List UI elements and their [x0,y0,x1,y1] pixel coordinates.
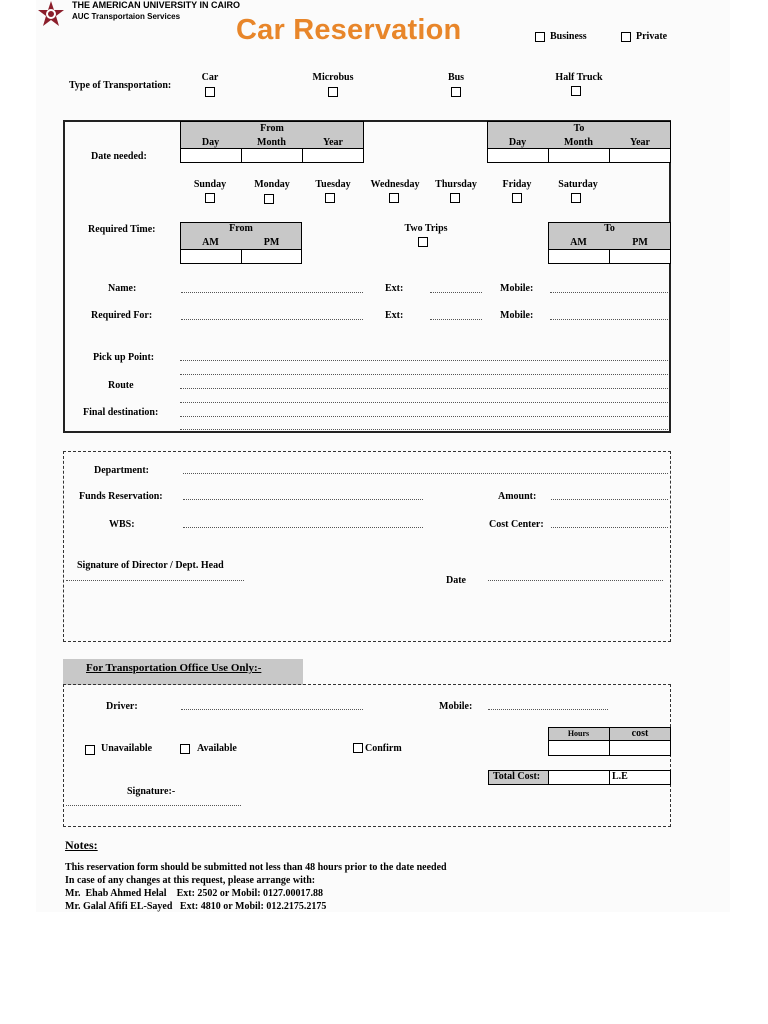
final-destination-label: Final destination: [83,407,159,418]
transport-option-label: Bus [447,72,465,83]
to-day-input[interactable] [487,148,549,163]
weekday-label: Friday [502,179,532,190]
director-signature-field[interactable] [66,580,244,581]
pickup-label: Pick up Point: [93,352,155,363]
from-pm-input[interactable] [241,249,302,264]
from-day-header: Day [201,137,220,148]
driver-mobile-label: Mobile: [439,701,473,712]
monday-checkbox[interactable] [264,194,274,204]
hours-input[interactable] [548,740,610,756]
two-trips-label: Two Trips [404,223,448,234]
required-for-mobile-field[interactable] [550,319,668,320]
department-label: Department: [94,465,149,476]
private-checkbox[interactable] [621,32,631,42]
cost-input[interactable] [609,740,671,756]
transport-option-label: Car [201,72,219,83]
signature-date-label: Date [446,575,466,586]
request-details-box [63,120,671,433]
transport-car-checkbox[interactable] [205,87,215,97]
office-signature-label: Signature:- [127,786,176,797]
route-field[interactable] [180,388,668,389]
name-field[interactable] [181,292,363,293]
to-am-header: AM [570,237,587,248]
friday-checkbox[interactable] [512,193,522,203]
to-year-input[interactable] [609,148,671,163]
director-signature-label: Signature of Director / Dept. Head [77,560,224,571]
to-date-title: To [573,123,585,134]
cost-header: cost [631,728,649,739]
transport-type-label: Type of Transportation: [69,80,172,91]
to-time-title: To [604,223,615,234]
hours-cost-divider [609,727,610,741]
business-label: Business [550,31,587,42]
funds-box [63,451,671,642]
to-pm-header: PM [632,237,648,248]
saturday-checkbox[interactable] [571,193,581,203]
wbs-field[interactable] [183,527,423,528]
transport-option-label: Half Truck [555,72,603,83]
transport-microbus-checkbox[interactable] [328,87,338,97]
final-destination-field-line-2[interactable] [180,429,668,430]
cost-center-field[interactable] [551,527,668,528]
amount-field[interactable] [551,499,668,500]
driver-label: Driver: [106,701,138,712]
to-pm-input[interactable] [609,249,671,264]
from-month-header: Month [257,137,286,148]
route-field-line-2[interactable] [180,402,668,403]
to-year-header: Year [630,137,650,148]
total-cost-label: Total Cost: [493,771,541,782]
route-label: Route [108,380,134,391]
note-line: In case of any changes at this request, please arrange with: [65,875,316,886]
required-time-label: Required Time: [88,224,156,235]
weekday-label: Monday [254,179,290,190]
university-seal-icon [36,0,66,30]
name-ext-label: Ext: [385,283,404,294]
office-signature-field[interactable] [66,805,241,806]
pickup-field[interactable] [180,360,668,361]
unavailable-label: Unavailable [101,743,153,754]
weekday-label: Tuesday [315,179,351,190]
from-date-title: From [260,123,284,134]
private-label: Private [636,31,668,42]
wednesday-checkbox[interactable] [389,193,399,203]
confirm-label: Confirm [365,743,402,754]
department-name: AUC Transportaion Services [72,12,181,21]
note-line: This reservation form should be submitted not less than 48 hours prior to the date needed [65,862,447,873]
name-label: Name: [108,283,137,294]
sunday-checkbox[interactable] [205,193,215,203]
funds-reservation-field[interactable] [183,499,423,500]
notes-heading: Notes: [65,838,98,852]
thursday-checkbox[interactable] [450,193,460,203]
weekday-label: Wednesday [370,179,420,190]
total-cost-input[interactable] [548,770,610,785]
required-for-ext-field[interactable] [430,319,482,320]
available-checkbox[interactable] [180,744,190,754]
available-label: Available [197,743,237,754]
confirm-checkbox[interactable] [353,743,363,753]
office-use-heading: For Transportation Office Use Only:- [86,662,262,674]
required-for-mobile-label: Mobile: [500,310,534,321]
unavailable-checkbox[interactable] [85,745,95,755]
from-am-header: AM [202,237,219,248]
tuesday-checkbox[interactable] [325,193,335,203]
funds-reservation-label: Funds Reservation: [79,491,163,502]
signature-date-field[interactable] [488,580,663,581]
from-day-input[interactable] [180,148,242,163]
note-contact-galal: Mr. Galal Afifi EL-Sayed Ext: 4810 or Mobil: 012.2175.2175 [65,901,327,912]
name-mobile-field[interactable] [550,292,668,293]
from-time-title: From [229,223,253,234]
department-field[interactable] [183,473,668,474]
to-month-header: Month [564,137,593,148]
note-contact-ehab: Mr. Ehab Ahmed Helal Ext: 2502 or Mobil: 0127.00017.88 [65,888,324,899]
two-trips-checkbox[interactable] [418,237,428,247]
driver-field[interactable] [181,709,363,710]
transport-half-truck-checkbox[interactable] [571,86,581,96]
required-for-field[interactable] [181,319,363,320]
required-for-ext-label: Ext: [385,310,404,321]
amount-label: Amount: [498,491,537,502]
page-title: Car Reservation [236,14,462,46]
transport-bus-checkbox[interactable] [451,87,461,97]
wbs-label: WBS: [109,519,135,530]
university-name: THE AMERICAN UNIVERSITY IN CAIRO [72,0,241,10]
from-am-input[interactable] [180,249,242,264]
required-for-label: Required For: [91,310,153,321]
date-needed-label: Date needed: [91,151,147,162]
driver-mobile-field[interactable] [488,709,608,710]
hours-header: Hours [567,729,590,738]
from-month-input[interactable] [241,148,303,163]
to-am-input[interactable] [548,249,610,264]
pickup-field-line-2[interactable] [180,374,668,375]
currency-label: L.E [612,771,628,782]
name-ext-field[interactable] [430,292,482,293]
final-destination-field[interactable] [180,416,668,417]
weekday-label: Saturday [558,179,598,190]
from-year-input[interactable] [302,148,364,163]
weekday-label: Thursday [435,179,477,190]
from-year-header: Year [323,137,343,148]
weekday-label: Sunday [193,179,227,190]
to-day-header: Day [508,137,527,148]
from-pm-header: PM [263,237,280,248]
cost-center-label: Cost Center: [489,519,544,530]
to-month-input[interactable] [548,148,610,163]
transport-option-label: Microbus [312,72,354,83]
name-mobile-label: Mobile: [500,283,534,294]
business-checkbox[interactable] [535,32,545,42]
